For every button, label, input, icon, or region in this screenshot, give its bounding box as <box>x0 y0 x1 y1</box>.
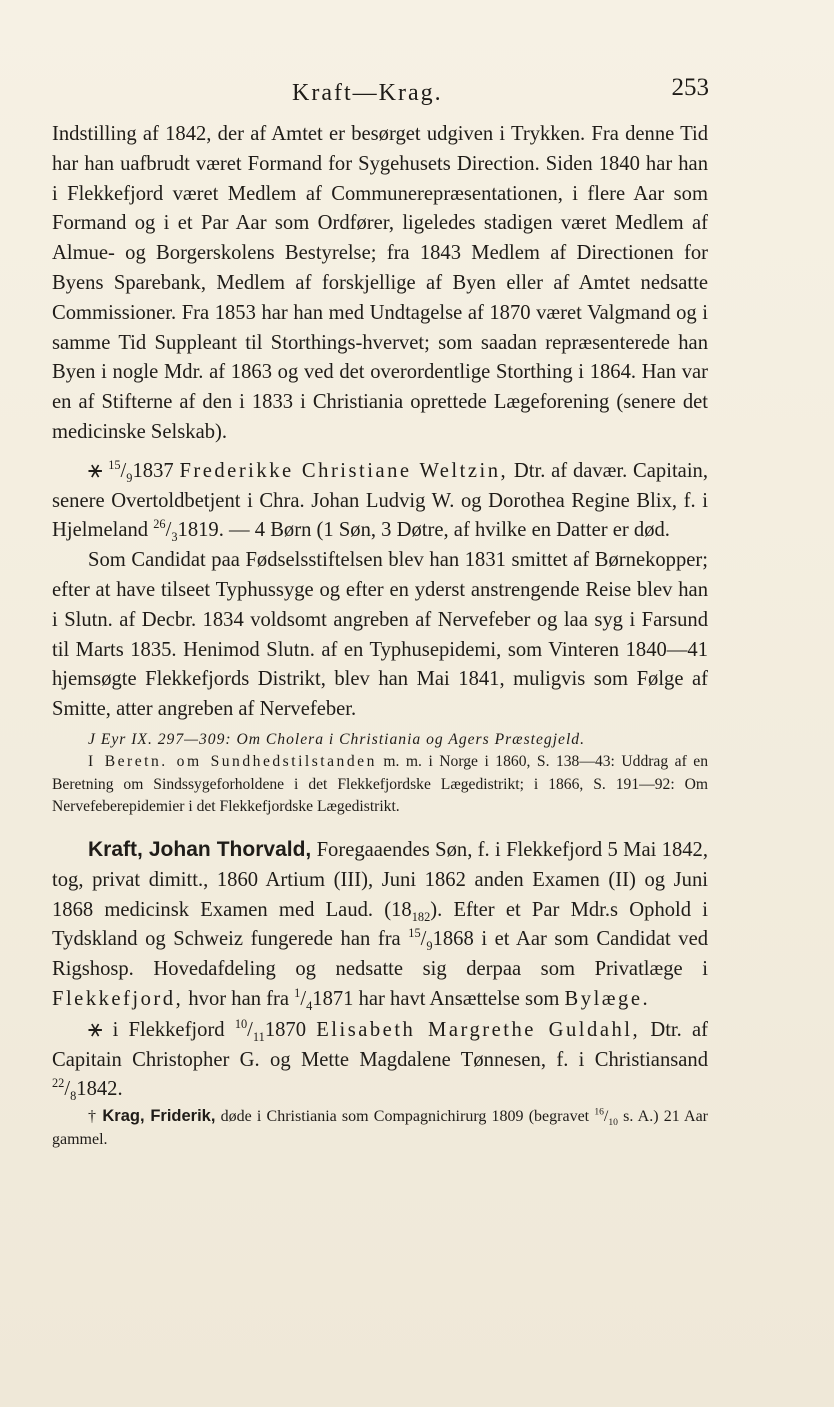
marriage-johan-text-1: i Flekkefjord <box>102 1018 235 1041</box>
marriage-johan-year: 1870 <box>264 1018 317 1041</box>
illness-paragraph: Som Candidat paa Fødselsstiftelsen blev han 1831 smittet af Børnekopper; efter at have tilseet Typhussyge og efter en yderst anstrengende Reise blev han i Slutn. af Decbr. 1834 voldsomt angreben af Nervefeber og laa syg i Farsund til Marts 1835. Henimod Slutn. af en Typhusepidemi, som Vinteren 1840—41 hjemsøgte Flekkefjords Distrikt, blev han Mai 1841, muligvis som Følge af Smitte, atter angreben af Nervefeber. <box>52 549 708 721</box>
date2-day: 1 <box>294 986 301 1001</box>
entry-text-5: 1871 har havt Ansættelse som <box>312 987 565 1010</box>
marriage-paragraph: ⚹ $^{15}/_91837$ Frederikke Christiane Weltzin, Dtr. af davær. Capitain, senere Overtoldbetjent i Chra. Johan Ludvig W. og Dorothea Regine Blix, f. i Hjelmeland $^{26}/_31819$. — 4 Børn (1 Søn, 3 Døtre, af hvilke en Datter er død. <box>52 456 708 545</box>
marriage-symbol-johan: ⚹ <box>88 1015 103 1042</box>
bibliography-note-2 <box>52 751 708 819</box>
krag-text-2: s. A.) 21 Aar gammel. <box>52 1108 709 1149</box>
entry-text-3: 1868 i et Aar som Candidat ved Rigshosp. Hovedafdeling og nedsatte sig derpaa som Privatlæge i <box>52 928 709 981</box>
entry-kraft-johan: Kraft, Johan Thorvald, Foregaaendes Søn, f. i Flekkefjord 5 Mai 1842, tog, privat dimitt., 1860 Artium (III), Juni 1862 anden Examen (II) og Juni 1868 medicinsk Examen med Laud. $(18_{182})$. Efter et Par Mdr.s Ophold i Tydskland og Schweiz fungerede han fra $^{15}/_91868$ i et Aar som Candidat ved Rigshosp. Hovedafdeling og nedsatte sig derpaa som Privatlæge i Flekkefjord, hvor han fra $^1/_41871$ har havt Ansættelse som Bylæge. <box>52 837 709 1014</box>
date1-day: 15 <box>408 926 421 941</box>
spouse-born-day: 26 <box>153 517 166 532</box>
bibliography-fraktur: J Eyr IX. 297—309: Om Cholera i Christiania og Agers Præstegjeld. <box>88 730 585 748</box>
marriage-text-2: 1819. — 4 Børn (1 Søn, 3 Døtre, af hvilke en Datter er død. <box>177 519 670 542</box>
krag-text-1: døde i Christiania som Compagnichirurg 1809 (begravet <box>215 1108 595 1126</box>
entry-krag: † Krag, Friderik, døde i Christiania som Compagnichirurg 1809 (begravet $^{16}/_{10}$ s. A.) 21 Aar gammel. <box>52 1106 709 1149</box>
laud-subscript: 182 <box>411 909 431 924</box>
bibliography-rest: m. m. i Norge i 1860, S. 138—43: Uddrag af en Beretning om Sindssygeforholdene i det Flekkefjordske Lægedistrikt; i 1866, S. 191—92: Om Nervefeberepidemier i det Flekkefjordske Lægedistrikt. <box>52 753 708 816</box>
spouse-johan-born-month: 8 <box>70 1089 77 1104</box>
entry-name-kraft-johan: Kraft, Johan Thorvald, <box>88 837 312 861</box>
marriage-text-1: Dtr. af davær. Capitain, senere Overtoldbetjent i Chra. Johan Ludvig W. og Dorothea Regine Blix, f. i Hjelmeland <box>52 459 708 542</box>
spouse-born-month: 3 <box>171 530 178 545</box>
role-spaced: Bylæge. <box>564 987 651 1010</box>
bibliography-spaced: I Beretn. om Sundhedstilstanden <box>88 753 377 771</box>
marriage-year: 1837 <box>132 459 174 482</box>
page-number: 253 <box>671 74 709 101</box>
bibliography-note-1 <box>52 729 708 752</box>
marriage-johan-day: 10 <box>234 1016 248 1031</box>
spouse-name-johan: Elisabeth Margrethe Guldahl, <box>316 1018 641 1041</box>
body-text <box>52 120 708 1151</box>
marriage-month: 9 <box>126 470 133 485</box>
marriage-johan-month: 11 <box>252 1029 265 1044</box>
place-spaced: Flekkefjord, <box>52 987 184 1010</box>
spouse-name: Frederikke Christiane Weltzin, <box>179 459 509 482</box>
paragraph-continued: Indstilling af 1842, der af Amtet er besørget udgiven i Trykken. Fra denne Tid har han uafbrudt været Formand for Sygehusets Direction. Siden 1840 har han i Flekkefjord været Medlem af Communerepræsentationen, i flere Aar som Formand og i et Par Aar som Ordfører, ligeledes stadigen været Medlem af Almue- og Borgerskolens Bestyrelse; fra 1843 Medlem af Directionen for Byens Sparebank, Medlem af forskjellige af Byen eller af Amtet nedsatte Commissioner. Fra 1853 har han med Undtagelse af 1870 været Valgmand og i samme Tid Suppleant til Storthings-hvervet; som saadan repræsenterede han Byen i nogle Mdr. af 1863 og ved det overordentlige Storthing i 1864. Han var en af Stifterne af den i 1833 i Christiania oprettede Lægeforening (senere det medicinske Selskab). <box>52 123 708 443</box>
entry-text-4: hvor han fra <box>183 987 295 1010</box>
death-cross: † <box>88 1108 98 1126</box>
marriage-paragraph-johan: ⚹ i Flekkefjord $^{10}/_{11}1870$ Elisabeth Margrethe Guldahl, Dtr. af Capitain Christopher G. og Mette Magdalene Tønnesen, f. i Christiansand $^{22}/_81842$. <box>52 1015 708 1104</box>
marriage-johan-text-3: 1842. <box>76 1078 123 1101</box>
entry-text-2: ). Efter et Par Mdr.s Ophold i Tydskland og Schweiz fungerede han fra <box>52 898 708 951</box>
marriage-johan-text-2: Dtr. af Capitain Christopher G. og Mette Magdalene Tønnesen, f. i Christiansand <box>52 1018 708 1071</box>
date1-month: 9 <box>426 939 433 954</box>
date2-month: 4 <box>306 999 313 1014</box>
krag-burial-month: 10 <box>608 1117 618 1129</box>
marriage-symbol: ⚹ <box>88 456 103 483</box>
krag-burial-day: 16 <box>594 1106 604 1118</box>
running-head: Kraft—Krag. <box>292 80 443 106</box>
page-header <box>52 74 709 110</box>
marriage-day: 15 <box>108 457 121 472</box>
spouse-johan-born-day: 22 <box>52 1076 65 1091</box>
entry-text-1: Foregaaendes Søn, f. i Flekkefjord 5 Mai 1842, tog, privat dimitt., 1860 Artium (III), Juni 1862 anden Examen (II) og Juni 1868 medicinsk Examen med Laud. (18 <box>52 838 709 921</box>
entry-name-krag: Krag, Friderik, <box>102 1107 216 1126</box>
entry-gap <box>52 819 708 835</box>
